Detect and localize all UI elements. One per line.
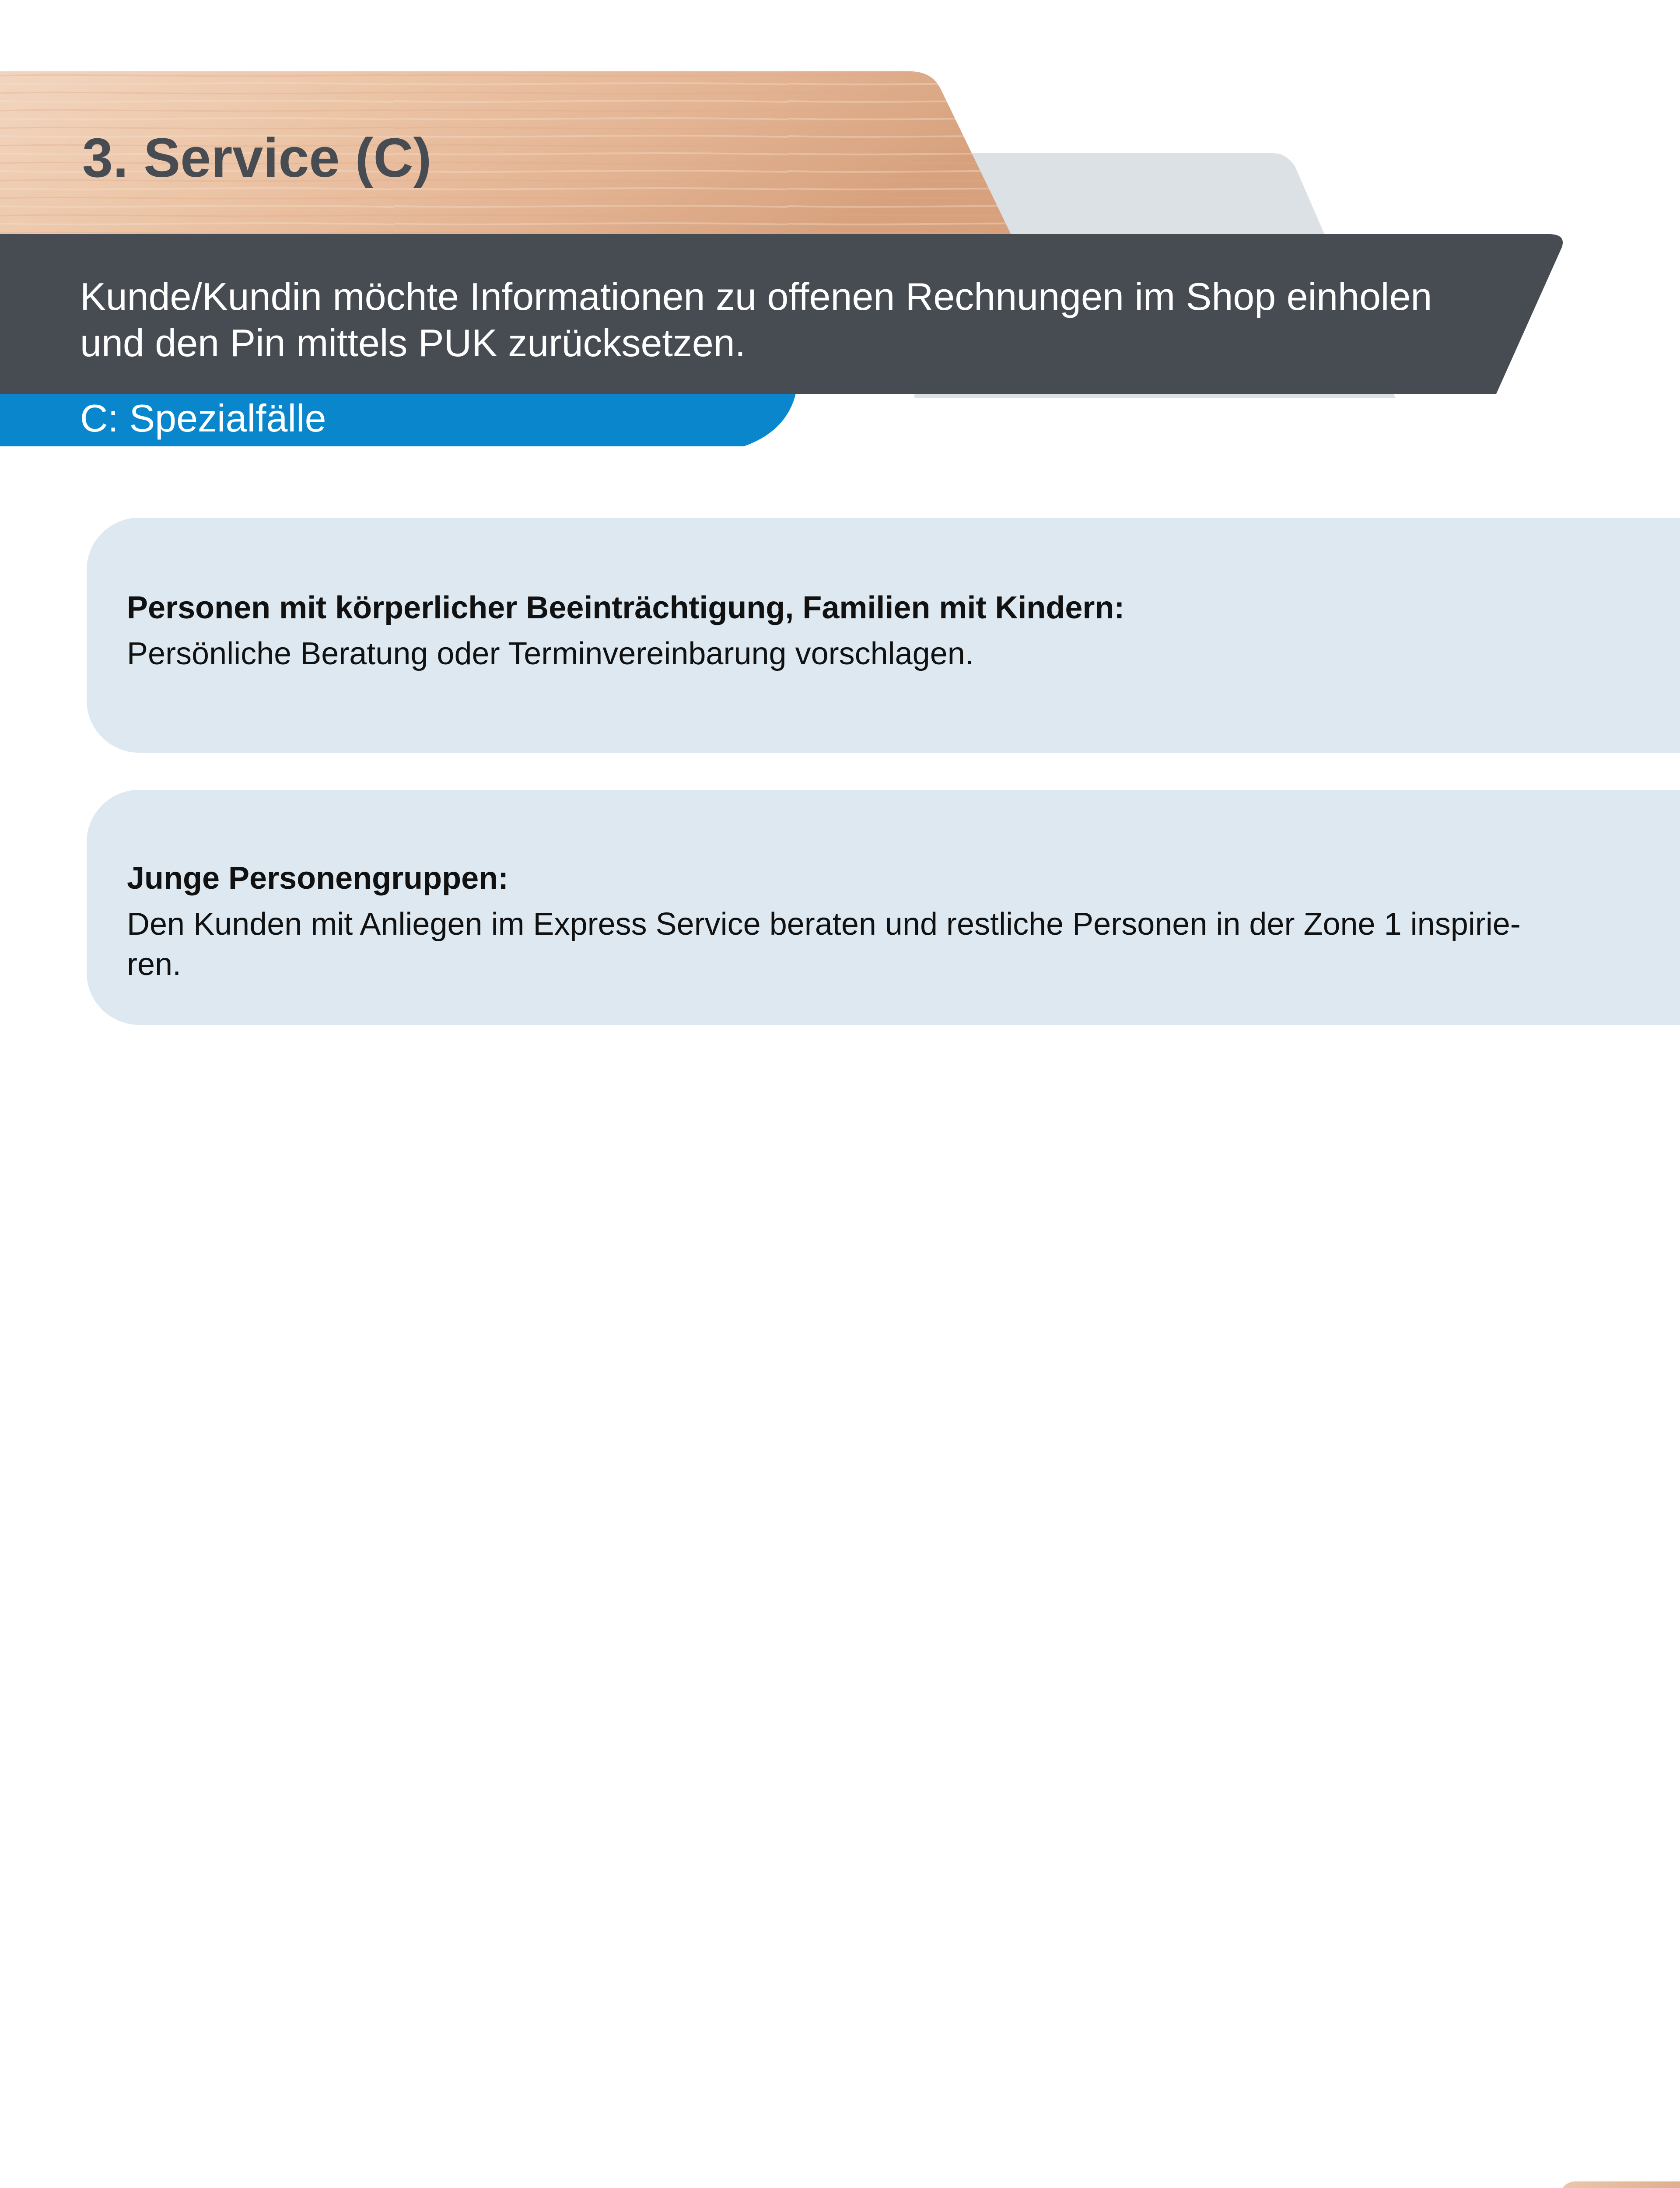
- info-card: [87, 518, 1680, 753]
- card-text: Den Kunden mit Anliegen im Express Service beraten und restliche Personen in der Zone 1 inspirie-ren.: [127, 907, 1521, 982]
- card-text: Persönliche Beratung oder Terminvereinbarung vorschlagen.: [127, 636, 974, 671]
- page-title: 3. Service (C): [82, 127, 432, 189]
- page-number-wood-tab: [1518, 2181, 1680, 2188]
- category-label: C: Spezialfälle: [80, 396, 326, 440]
- info-card: [87, 790, 1680, 1025]
- card-heading: Junge Personengruppen:: [127, 861, 509, 896]
- page-subtitle: Kunde/Kundin möchte Informationen zu offenen Rechnungen im Shop einholen und den Pin mittels PUK zurücksetzen.: [80, 275, 1432, 365]
- card-heading: Personen mit körperlicher Beeinträchtigung, Familien mit Kindern:: [127, 590, 1125, 625]
